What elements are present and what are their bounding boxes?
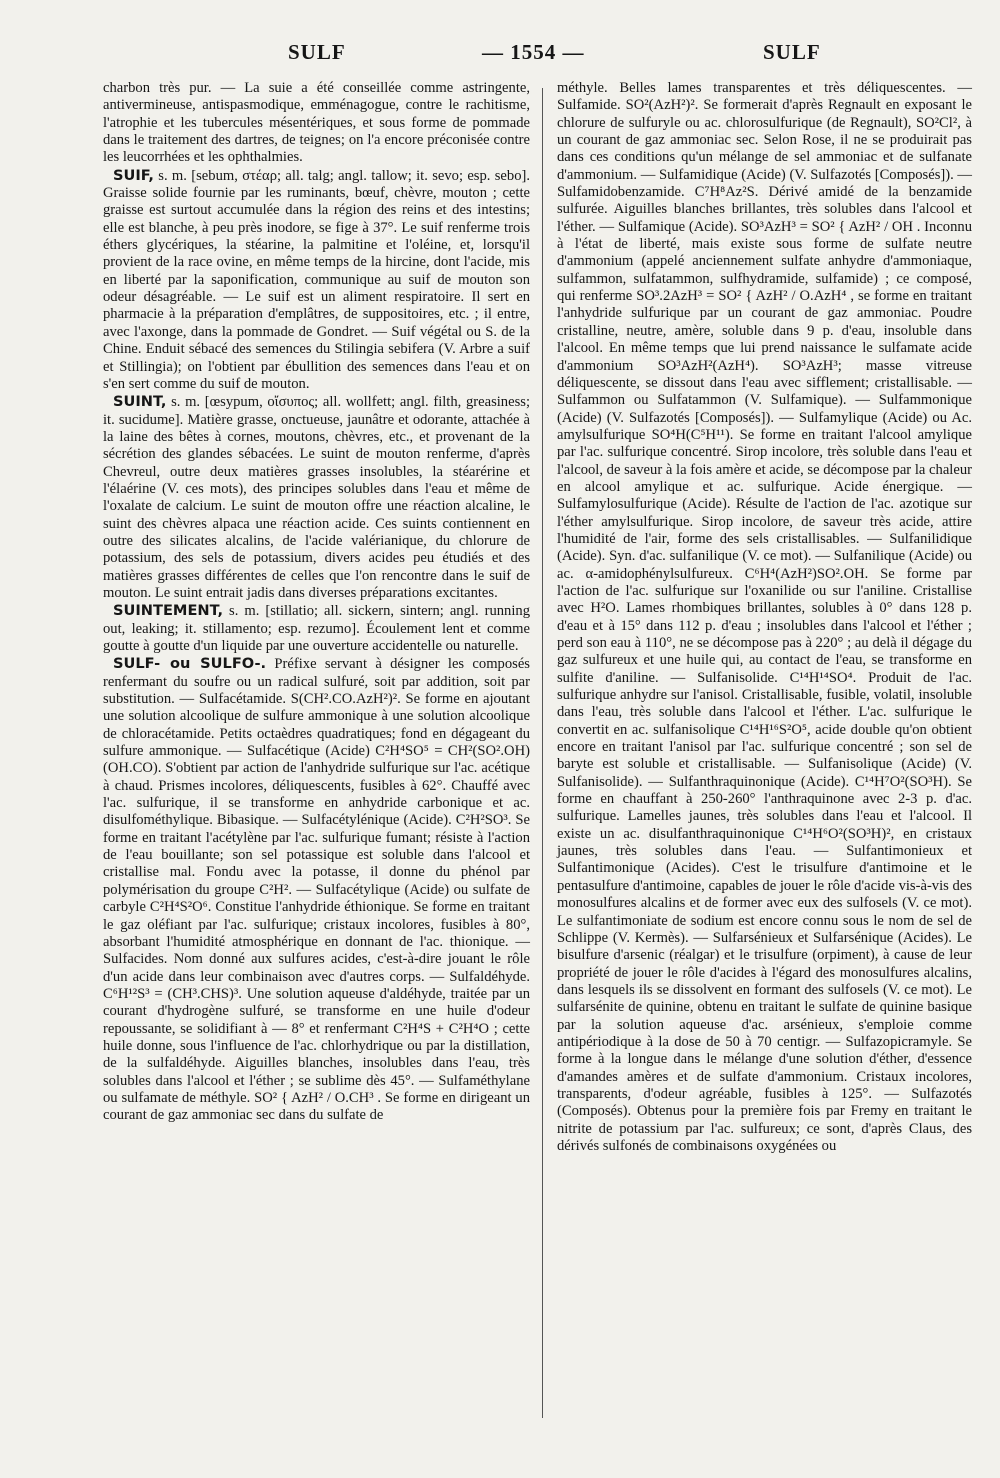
entry-paragraph — [557, 80, 972, 1155]
column-divider — [542, 88, 543, 1418]
header-right-word: SULF — [763, 40, 821, 64]
page-mark — [145, 1390, 157, 1400]
entry-text: méthyle. Belles lames transparentes et très déliquescentes. — Sulfamide. SO²(AzH²)². Se formerait d'après Regnault en exposant le chlorure de sulfuryle ou ac. chlorosulfurique (de Regnault), SO²Cl², à un courant de gaz ammoniac sec. Selon Rose, il ne se produirait pas dans ces conditions qu'un mélange de sel ammoniac et de sulfanate d'ammonium. — Sulfamidique (Acide) (V. Sulfazotés [Composés]). — Sulfamidobenzamide. C⁷H⁸Az²S. Dérivé amidé de la benzamide sulfurée. Aiguilles blanches brillantes, très solubles dans l'alcool et l'éther. — Sulfamique (Acide). SO³AzH³ = SO² { AzH² / OH . Inconnu à l'état de liberté, mais existe sous forme de sulfate neutre d'ammonium (appelé anciennement sulfate anhydre d'ammoniaque, sulfammon, sulfatammon, sulfhydramide, sulfamide) ; ce composé, qui renferme SO³.2AzH³ = SO² { AzH² / O.AzH⁴ , se forme en traitant l'anhydride sulfurique par un courant de gaz ammoniac. Poudre cristalline, neutre, amère, soluble dans 9 p. d'eau, insoluble dans l'alcool. En même temps que lui prend naissance le sulfamate acide d'ammonium SO³AzH²(AzH⁴). SO³AzH³; masse vitreuse déliquescente, se dissout dans l'eau avec sifflement; cristallisable. — Sulfammon ou Sulfatammon (V. Sulfamique). — Sulfammonique (Acide) (V. Sulfazotés [Composés]). — Sulfamylique (Acide) ou Ac. amylsulfurique SO⁴H(C⁵H¹¹). Se forme en traitant l'alcool amylique par l'ac. sulfurique concentré. Sirop incolore, très soluble dans l'eau et l'alcool, de saveur à la fois amère et acide, se décompose par la chaleur en alcool amylique et ac. sulfurique. Acide énergique. — Sulfamylosulfurique (Acide). Résulte de l'action de l'ac. azotique sur l'éther amylsulfurique. Sirop incolore, de saveur très acide, attire l'humidité de l'air, forme des sels cristallisables. — Sulfanilidique (Acide). Syn. d'ac. sulfanilique (V. ce mot). — Sulfanilique (Acide) ou ac. α-amidophénylsulfureux. C⁶H⁴(AzH²)SO².OH. Se forme par l'action de l'ac. sulfurique sur l'oxanilide ou sur l'aniline. Cristallise avec H²O. Lames rhombiques brillantes, solubles à 0° dans 128 p. d'eau et à 15° dans 112 p. d'eau ; insolubles dans l'alcool et l'éther ; perd son eau à 110°, ne se décompose pas à 220° ; au delà il dégage du gaz sulfureux et une huile qui, au contact de l'eau, se transforme en sulfite d'aniline. — Sulfanisolide. C¹⁴H¹⁴SO⁴. Produit de l'ac. sulfurique anhydre sur l'anisol. Cristallisable, fusible, volatil, insoluble dans l'eau, très soluble dans l'alcool et l'éther. L'ac. sulfurique le convertit en ac. sulfanisolique C¹⁴H¹⁶S²O⁵, acide double qu'on obtient encore en traitant l'anisol par l'ac. sulfurique concentré ; son sel de baryte est soluble et cristallisable. — Sulfanisolique (Acide) (V. Sulfanisolide). — Sulfanthraquinonique (Acide). C¹⁴H⁷O²(SO³H). Se forme en chauffant à 250-260° l'anthraquinone avec 2-3 p. d'ac. sulfurique. Lamelles jaunes, très solubles dans l'eau et l'alcool. Il existe un ac. disulfanthraquinonique C¹⁴H⁶O²(SO³H)², en cristaux jaunes, très solubles dans l'eau. — Sulfantimonieux et Sulfantimonique (Acides). C'est le trisulfure d'antimoine et le pentasulfure d'antimoine, capables de jouer le rôle d'acide vis-à-vis des monosulfures alcalins et de former avec eux des sulfosels (V. ce mot). Le sulfantimoniate de sodium est encore connu sous le nom de sel de Schlippe (V. Kermès). — Sulfarsénieux et Sulfarsénique (Acides). Le bisulfure d'arsenic (réalgar) et le trisulfure (orpiment), à cause de leur propriété de jouer le rôle d'acides à l'égard des monosulfures alcalins, dans lesquels ils se dissolvent en formant des sulfosels (V. ce mot). Le sulfarsénite de quinine, obtenu en traitant le sulfate de quinine basique par la solution aqueuse d'ac. arsénieux, s'emploie comme antipériodique à la dose de 50 à 70 centigr. — Sulfazopicramyle. Se forme à la longue dans le mélange d'une solution d'éther, d'essence d'amandes amères et de sulfate d'ammonium. Cristaux incolores, transparents, d'odeur agréable, fusibles à 125°. — Sulfazotés (Composés). Obtenus pour la première fois par Fremy en traitant le nitrite de potassium par l'ac. sulfureux; ce sont, d'après Claus, des dérivés sulfonés de combinaisons oxygénées ou — [557, 80, 972, 1154]
entry-headword: SUIF, — [113, 166, 154, 184]
entry-paragraph — [103, 393, 530, 602]
entry-headword: SUINT, — [113, 393, 167, 411]
header-left-word: SULF — [288, 40, 346, 64]
entry-paragraph — [103, 655, 530, 1124]
entry-headword: SULF- ou SULFO-. — [113, 655, 267, 673]
page-number: — 1554 — — [482, 40, 585, 64]
page-header — [90, 40, 821, 80]
entry-paragraph — [103, 167, 530, 393]
entry-text: s. m. [sebum, στέαρ; all. talg; angl. tallow; it. sevo; esp. sebo]. Graisse solide fournie par les ruminants, bœuf, chèvre, mouton ; cette graisse est surtout accumulée dans la région des reins et des intestins; elle est blanche, à peu près inodore, se fige à 37°. Le suif renferme trois éthers glycériques, la stéarine, la palmitine et l'oléine, et, lorsqu'il provient de la race ovine, en même temps de la hircine, dont l'acide, mis en liberté par la saponification, communique au suif de mouton son odeur désagréable. — Le suif est un aliment respiratoire. Il sert en pharmacie à la préparation d'emplâtres, de suppositoires, etc. ; il entre, avec l'axonge, dans la pommade de Gondret. — Suif végétal ou S. de la Chine. Enduit sébacé des semences du Stilingia sebifera (V. Arbre a suif et Stillingia); on l'obtient par ébullition des semences dans l'eau et on s'en sert comme du suif de mouton. — [103, 167, 530, 392]
entry-text: s. m. [stillatio; all. sickern, sintern; angl. running out, leaking; it. stillamento; esp. rezumo]. Écoulement lent et comme goutte à goutte d'un liquide par une ouverture accidentelle ou naturelle. — [103, 603, 530, 654]
entry-paragraph — [103, 80, 530, 167]
entry-text: Préfixe servant à désigner les composés renfermant du soufre ou un radical sulfuré, soit par addition, soit par substitution. — Sulfacétamide. S(CH².CO.AzH²)². Se forme en ajoutant une solution alcoolique de sulfure ammonique à une solution alcoolique de chloracétamide. Petits octaèdres quadratiques; fond en dégageant du sulfure ammonique. — Sulfacétique (Acide) C²H⁴SO⁵ = CH²(SO².OH)(OH.CO). S'obtient par action de l'anhydride sulfurique sur l'ac. acétique à chaud. Prismes incolores, déliquescents, fusibles à 62°. Chauffé avec l'ac. sulfurique, il se transforme en anhydride carbonique et ac. disulfométhylique. Bibasique. — Sulfacétylénique (Acide). C²H²SO³. Se forme en traitant l'acétylène par l'ac. sulfurique fumant; résiste à l'action de l'eau bouillante; son sel potassique est soluble dans l'alcool et cristallise mal. Fondu avec la potasse, il donne du phénol par polymérisation du groupe C²H². — Sulfacétylique (Acide) ou sulfate de carbyle C²H⁴S²O⁶. Constitue l'anhydride éthionique. Se forme en traitant le gaz oléfiant par l'ac. sulfurique; cristaux incolores, fusibles à 80°, absorbant l'humidité atmosphérique en donnant de l'ac. thionique. — Sulfacides. Nom donné aux sulfures acides, c'est-à-dire jouant le rôle d'un acide dans leur combinaison avec d'autres corps. — Sulfaldéhyde. C⁶H¹²S³ = (CH³.CHS)³. Une solution aqueuse d'aldéhyde, traitée par un courant d'hydrogène sulfuré, se transforme en une huile d'odeur repoussante, se solidifiant à — 8° et renfermant C²H⁴S + C²H⁴O ; cette huile donne, sous l'influence de l'ac. chlorhydrique ou par la distillation, de la sulfaldéhyde. Aiguilles blanches, insolubles dans l'eau, très solubles dans l'alcool et l'éther ; se sublime dès 45°. — Sulfaméthylane ou sulfamate de méthyle. SO² { AzH² / O.CH³ . Se forme en dirigeant un courant de gaz ammoniac sec dans du sulfate de — [103, 656, 530, 1124]
entry-text: s. m. [œsypum, οἴσυπος; all. wollfett; angl. filth, greasiness; it. sucidume]. Matière grasse, onctueuse, jaunâtre et odorante, attachée à la laine des bêtes à cornes, moutons, chèvres, etc., et provenant de la sécrétion des glandes sébacées. Le suint de mouton renferme, d'après Chevreul, outre deux matières grasses insolubles, la stéarérine et l'élaérine (V. ces mots), des principes solubles dans l'eau et même de l'oxalate de calcium. Le suint de mouton offre une réaction alcaline, le suint des chèvres alpaca une réaction acide. Ces suints contiennent en outre des silicates alcalins, de l'acide valérianique, du chlorure de potassium, des sels de potassium, divers acides peu étudiés et des matières grasses différentes de celles que l'on rencontre dans le suif de mouton. Le suint entrait jadis dans diverses préparations excitantes. — [103, 394, 530, 601]
entry-headword: SUINTEMENT, — [113, 602, 224, 620]
entry-paragraph — [103, 602, 530, 655]
right-column — [557, 80, 972, 1155]
left-column — [103, 80, 530, 1125]
entry-text: charbon très pur. — La suie a été conseillée comme astringente, antivermineuse, antispasmodique, emménagogue, contre le rachitisme, l'atrophie et les tubercules mésentériques, et sous forme de pommade dans le traitement des dartres, de teignes; on l'a encore préconisée contre les leucorrhées et les ophthalmies. — [103, 80, 530, 166]
